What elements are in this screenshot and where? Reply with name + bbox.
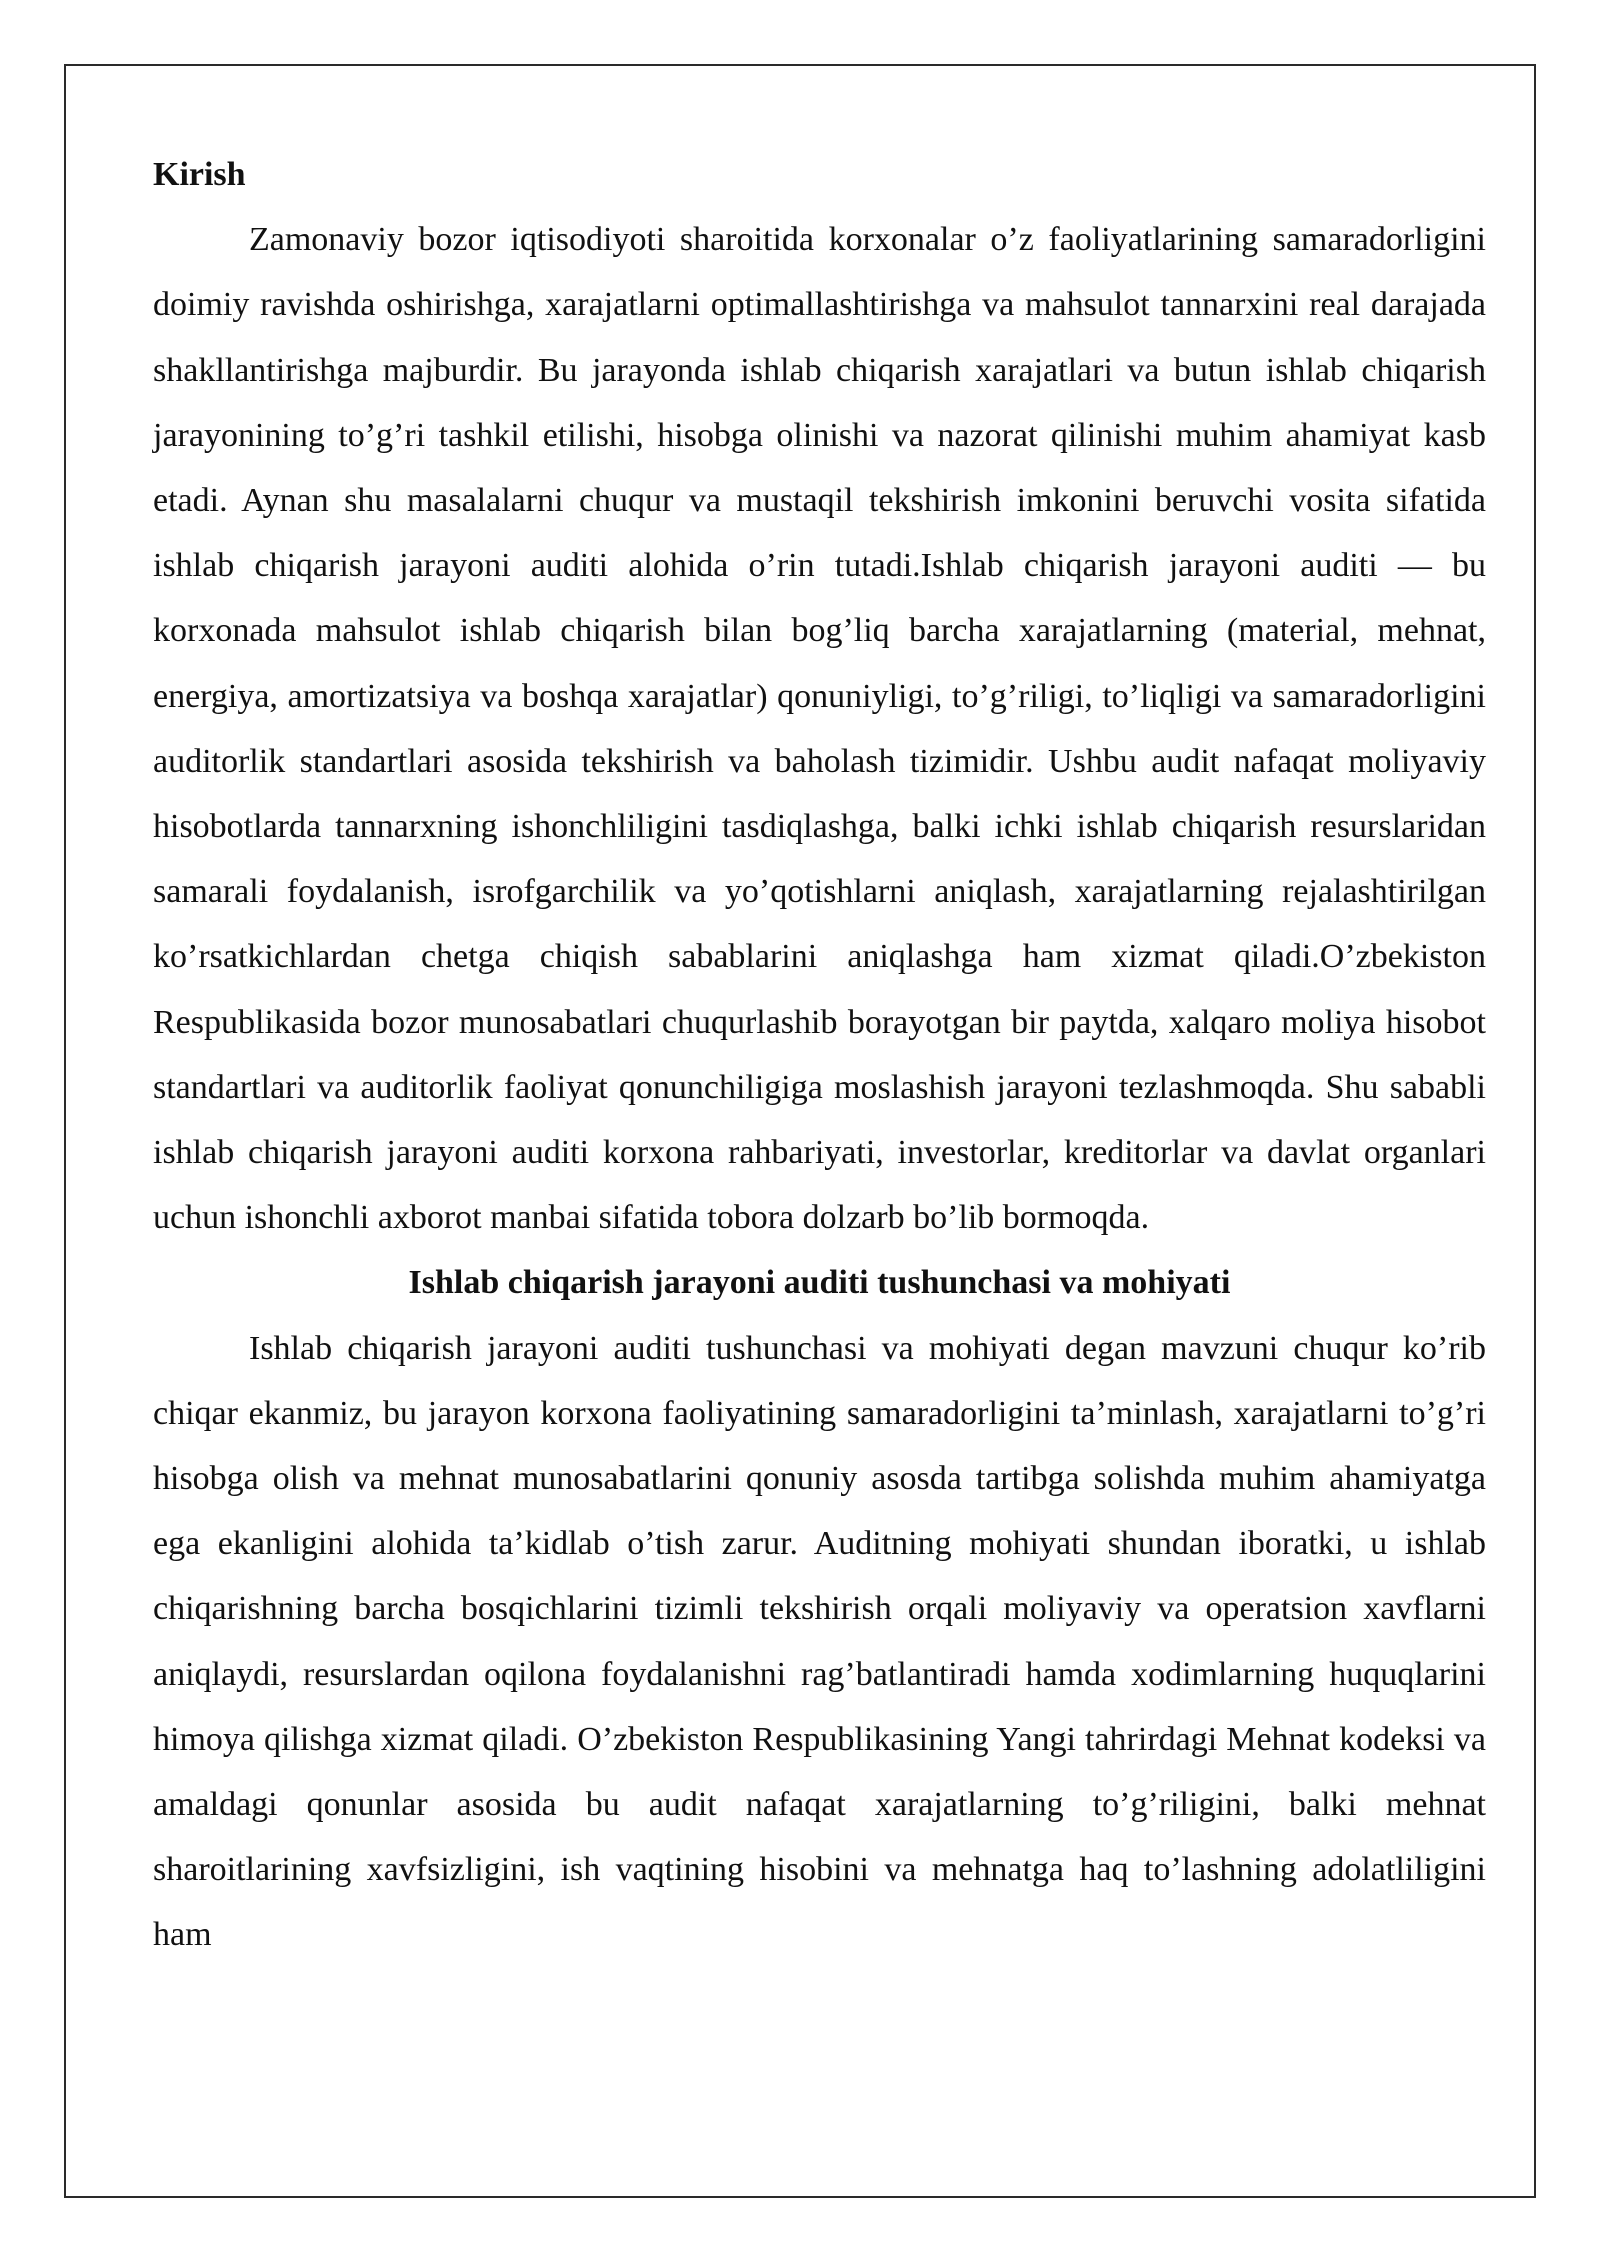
section-heading-intro: Kirish (153, 156, 246, 193)
section-heading-audit-concept: Ishlab chiqarish jarayoni auditi tushunchasi va mohiyati (408, 1264, 1231, 1302)
document-body (153, 142, 1486, 1968)
audit-concept-paragraph: Ishlab chiqarish jarayoni auditi tushunchasi va mohiyati degan mavzuni chuqur ko’rib chiqar ekanmiz, bu jarayon korxona faoliyatining samaradorligini ta’minlash, xarajatlarni to’g’ri hisobga olish va mehnat munosabatlarini qonuniy asosda tartibga solishda muhim ahamiyatga ega ekanligini alohida ta’kidlab o’tish zarur. Auditning mohiyati shundan iboratki, u ishlab chiqarishning barcha bosqichlarini tizimli tekshirish orqali moliyaviy va operatsion xavflarni aniqlaydi, resurslardan oqilona foydalanishni rag’batlantiradi hamda xodimlarning huquqlarini himoya qilishga xizmat qiladi. O’zbekiston Respublikasining Yangi tahrirdagi Mehnat kodeksi va amaldagi qonunlar asosida bu audit nafaqat xarajatlarning to’g’riligini, balki mehnat sharoitlarining xavfsizligini, ish vaqtining hisobini va mehnatga haq to’lashning adolatliligini ham (153, 1329, 1486, 1954)
intro-paragraph: Zamonaviy bozor iqtisodiyoti sharoitida korxonalar o’z faoliyatlarining samaradorligini doimiy ravishda oshirishga, xarajatlarni optimallashtirishga va mahsulot tannarxini real darajada shakllantirishga majburdir. Bu jarayonda ishlab chiqarish xarajatlari va butun ishlab chiqarish jarayonining to’g’ri tashkil etilishi, hisobga olinishi va nazorat qilinishi muhim ahamiyat kasb etadi. Aynan shu masalalarni chuqur va mustaqil tekshirish imkonini beruvchi vosita sifatida ishlab chiqarish jarayoni auditi alohida o’rin tutadi.Ishlab chiqarish jarayoni auditi — bu korxonada mahsulot ishlab chiqarish bilan bog’liq barcha xarajatlarning (material, mehnat, energiya, amortizatsiya va boshqa xarajatlar) qonuniyligi, to’g’riligi, to’liqligi va samaradorligini auditorlik standartlari asosida tekshirish va baholash tizimidir. Ushbu audit nafaqat moliyaviy hisobotlarda tannarxning ishonchliligini tasdiqlashga, balki ichki ishlab chiqarish resurslaridan samarali foydalanish, isrofgarchilik va yo’qotishlarni aniqlash, xarajatlarning rejalashtirilgan ko’rsatkichlardan chetga chiqish sabablarini aniqlashga ham xizmat qiladi.O’zbekiston Respublikasida bozor munosabatlari chuqurlashib borayotgan bir paytda, xalqaro moliya hisobot standartlari va auditorlik faoliyat qonunchiligiga moslashish jarayoni tezlashmoqda. Shu sababli ishlab chiqarish jarayoni auditi korxona rahbariyati, investorlar, kreditorlar va davlat organlari uchun ishonchli axborot manbai sifatida tobora dolzarb bo’lib bormoqda. (153, 221, 1486, 1237)
